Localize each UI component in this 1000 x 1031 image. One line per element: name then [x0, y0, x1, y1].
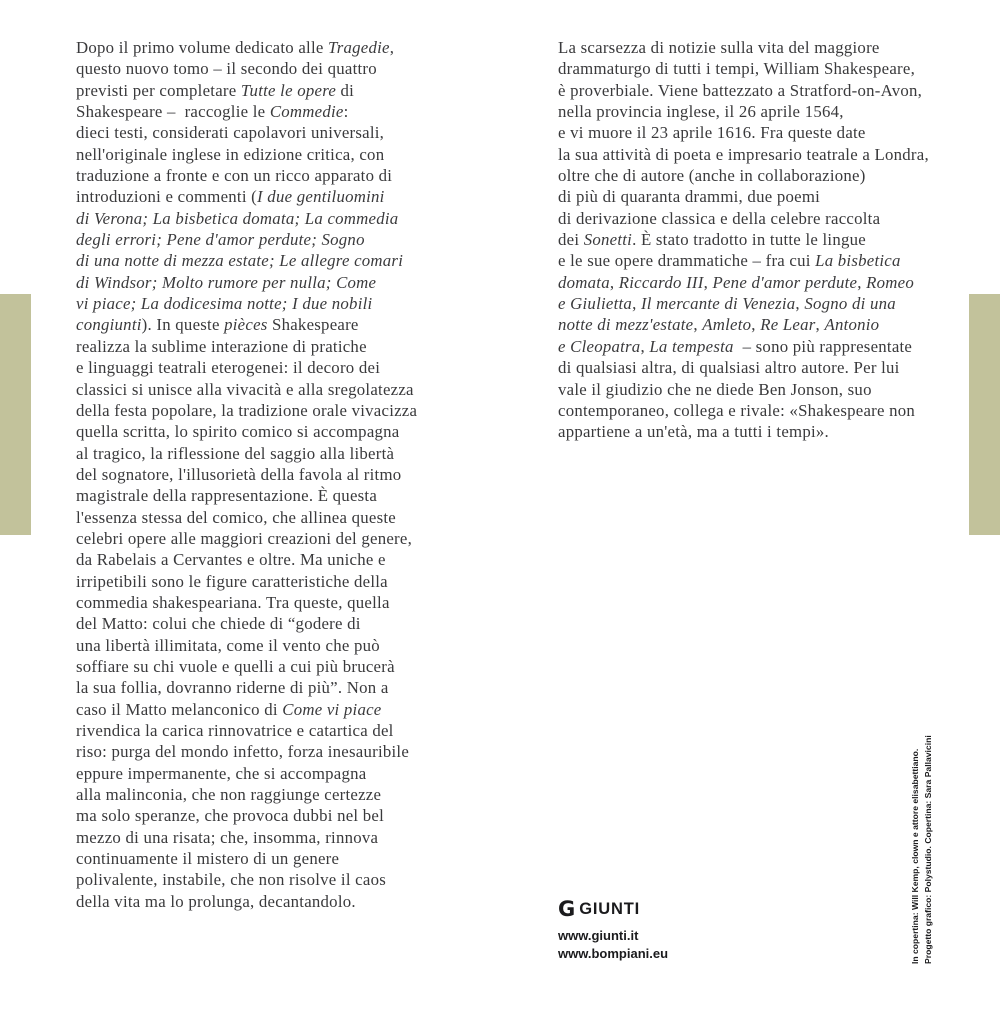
text-line: vi piace; La dodicesima notte; I due nobili	[76, 294, 373, 314]
text-line: nell'originale inglese in edizione critica, con	[76, 144, 385, 164]
text-line: questo nuovo tomo – il secondo dei quattro	[76, 59, 377, 79]
text-line: eppure impermanente, che si accompagna	[76, 763, 367, 783]
credit-design: Progetto grafico: Polystudio. Copertina: Sara Pallavicini	[923, 735, 933, 964]
text-line: notte di mezz'estate, Amleto, Re Lear, Antonio	[558, 315, 880, 335]
text-line: dei Sonetti. È stato tradotto in tutte le lingue	[558, 230, 866, 250]
giunti-g-icon: G	[558, 897, 576, 921]
text-line: continuamente il mistero di un genere	[76, 849, 340, 869]
text-line: la sua follia, dovranno riderne di più”. Non a	[76, 678, 389, 698]
publisher-name: GIUNTI	[579, 900, 640, 918]
text-line: è proverbiale. Viene battezzato a Stratford-on-Avon,	[558, 80, 923, 100]
text-line: e vi muore il 23 aprile 1616. Fra queste date	[558, 123, 866, 143]
text-line: vale il giudizio che ne diede Ben Jonson, suo	[558, 379, 872, 399]
text-line: degli errori; Pene d'amor perdute; Sogno	[76, 230, 365, 250]
publisher-logo	[558, 899, 640, 920]
text-line: e linguaggi teatrali eterogenei: il decoro dei	[76, 358, 381, 378]
text-line: drammaturgo di tutti i tempi, William Shakespeare,	[558, 59, 916, 79]
text-line: oltre che di autore (anche in collaborazione)	[558, 166, 866, 186]
text-line: e le sue opere drammatiche – fra cui La bisbetica	[558, 251, 901, 271]
text-line: classici si unisce alla vivacità e alla sregolatezza	[76, 379, 414, 399]
text-line: nella provincia inglese, il 26 aprile 1564,	[558, 102, 844, 122]
text-line: La scarsezza di notizie sulla vita del maggiore	[558, 38, 880, 57]
text-line: Dopo il primo volume dedicato alle Tragedie,	[76, 38, 395, 57]
text-line: da Rabelais a Cervantes e oltre. Ma uniche e	[76, 550, 386, 570]
text-line: irripetibili sono le figure caratteristiche della	[76, 571, 388, 591]
text-line: al tragico, la riflessione del saggio alla libertà	[76, 443, 395, 463]
text-line: la sua attività di poeta e impresario teatrale a Londra,	[558, 144, 929, 164]
left-edge-band	[0, 294, 31, 535]
text-line: congiunti). In queste pièces Shakespeare	[76, 315, 359, 335]
text-line: riso: purga del mondo infetto, forza inesauribile	[76, 742, 410, 762]
text-line: caso il Matto melanconico di Come vi piace	[76, 699, 382, 719]
text-line: una libertà illimitata, come il vento che può	[76, 635, 380, 655]
text-line: rivendica la carica rinnovatrice e catartica del	[76, 721, 394, 740]
text-line: del sognatore, l'illusorietà della favola al ritmo	[76, 464, 402, 484]
text-line: celebri opere alle maggiori creazioni del genere,	[76, 528, 413, 548]
website-giunti: www.giunti.it	[558, 928, 639, 943]
text-line: del Matto: colui che chiede di “godere di	[76, 614, 361, 634]
text-line: quella scritta, lo spirito comico si accompagna	[76, 422, 400, 442]
text-line: introduzioni e commenti (I due gentiluomini	[76, 187, 385, 207]
text-line: e Giulietta, Il mercante di Venezia, Sogno di una	[558, 294, 896, 314]
text-line: l'essenza stessa del comico, che allinea queste	[76, 507, 396, 527]
text-line: polivalente, instabile, che non risolve il caos	[76, 870, 387, 890]
right-text-column	[558, 37, 978, 443]
text-line: ma solo speranze, che provoca dubbi nel bel	[76, 806, 385, 826]
text-line: magistrale della rappresentazione. È questa	[76, 486, 378, 506]
text-line: mezzo di una risata; che, insomma, rinnova	[76, 827, 379, 847]
text-line: contemporaneo, collega e rivale: «Shakespeare non	[558, 400, 916, 420]
text-line: realizza la sublime interazione di pratiche	[76, 336, 367, 356]
text-line: soffiare su chi vuole e quelli a cui più brucerà	[76, 656, 395, 676]
text-line: di qualsiasi altra, di qualsiasi altro autore. Per lui	[558, 358, 900, 378]
text-line: di più di quaranta drammi, due poemi	[558, 187, 821, 207]
text-line: di una notte di mezza estate; Le allegre comari	[76, 251, 404, 271]
text-line: di derivazione classica e della celebre raccolta	[558, 208, 881, 228]
website-bompiani: www.bompiani.eu	[558, 946, 669, 961]
text-line: di Verona; La bisbetica domata; La commedia	[76, 208, 399, 228]
text-line: alla malinconia, che non raggiunge certezze	[76, 785, 382, 805]
text-line: domata, Riccardo III, Pene d'amor perdute, Romeo	[558, 272, 914, 292]
text-line: traduzione a fronte e con un ricco apparato di	[76, 166, 393, 186]
text-line: appartiene a un'età, ma a tutti i tempi».	[558, 422, 829, 442]
text-line: Shakespeare – raccoglie le Commedie:	[76, 102, 349, 122]
publisher-websites	[558, 927, 668, 963]
text-line: previsti per completare Tutte le opere di	[76, 80, 355, 100]
text-line: di Windsor; Molto rumore per nulla; Come	[76, 272, 377, 292]
text-line: dieci testi, considerati capolavori universali,	[76, 123, 385, 143]
text-line: della festa popolare, la tradizione orale vivacizza	[76, 400, 418, 420]
credit-cover-image: In copertina: Will Kemp, clown e attore elisabettiano.	[910, 748, 920, 964]
text-line: della vita ma lo prolunga, decantandolo.	[76, 891, 356, 911]
text-line: commedia shakespeariana. Tra queste, quella	[76, 592, 390, 612]
cover-credits	[909, 732, 936, 964]
left-text-column	[76, 37, 488, 912]
text-line: e Cleopatra, La tempesta – sono più rappresentate	[558, 336, 913, 356]
